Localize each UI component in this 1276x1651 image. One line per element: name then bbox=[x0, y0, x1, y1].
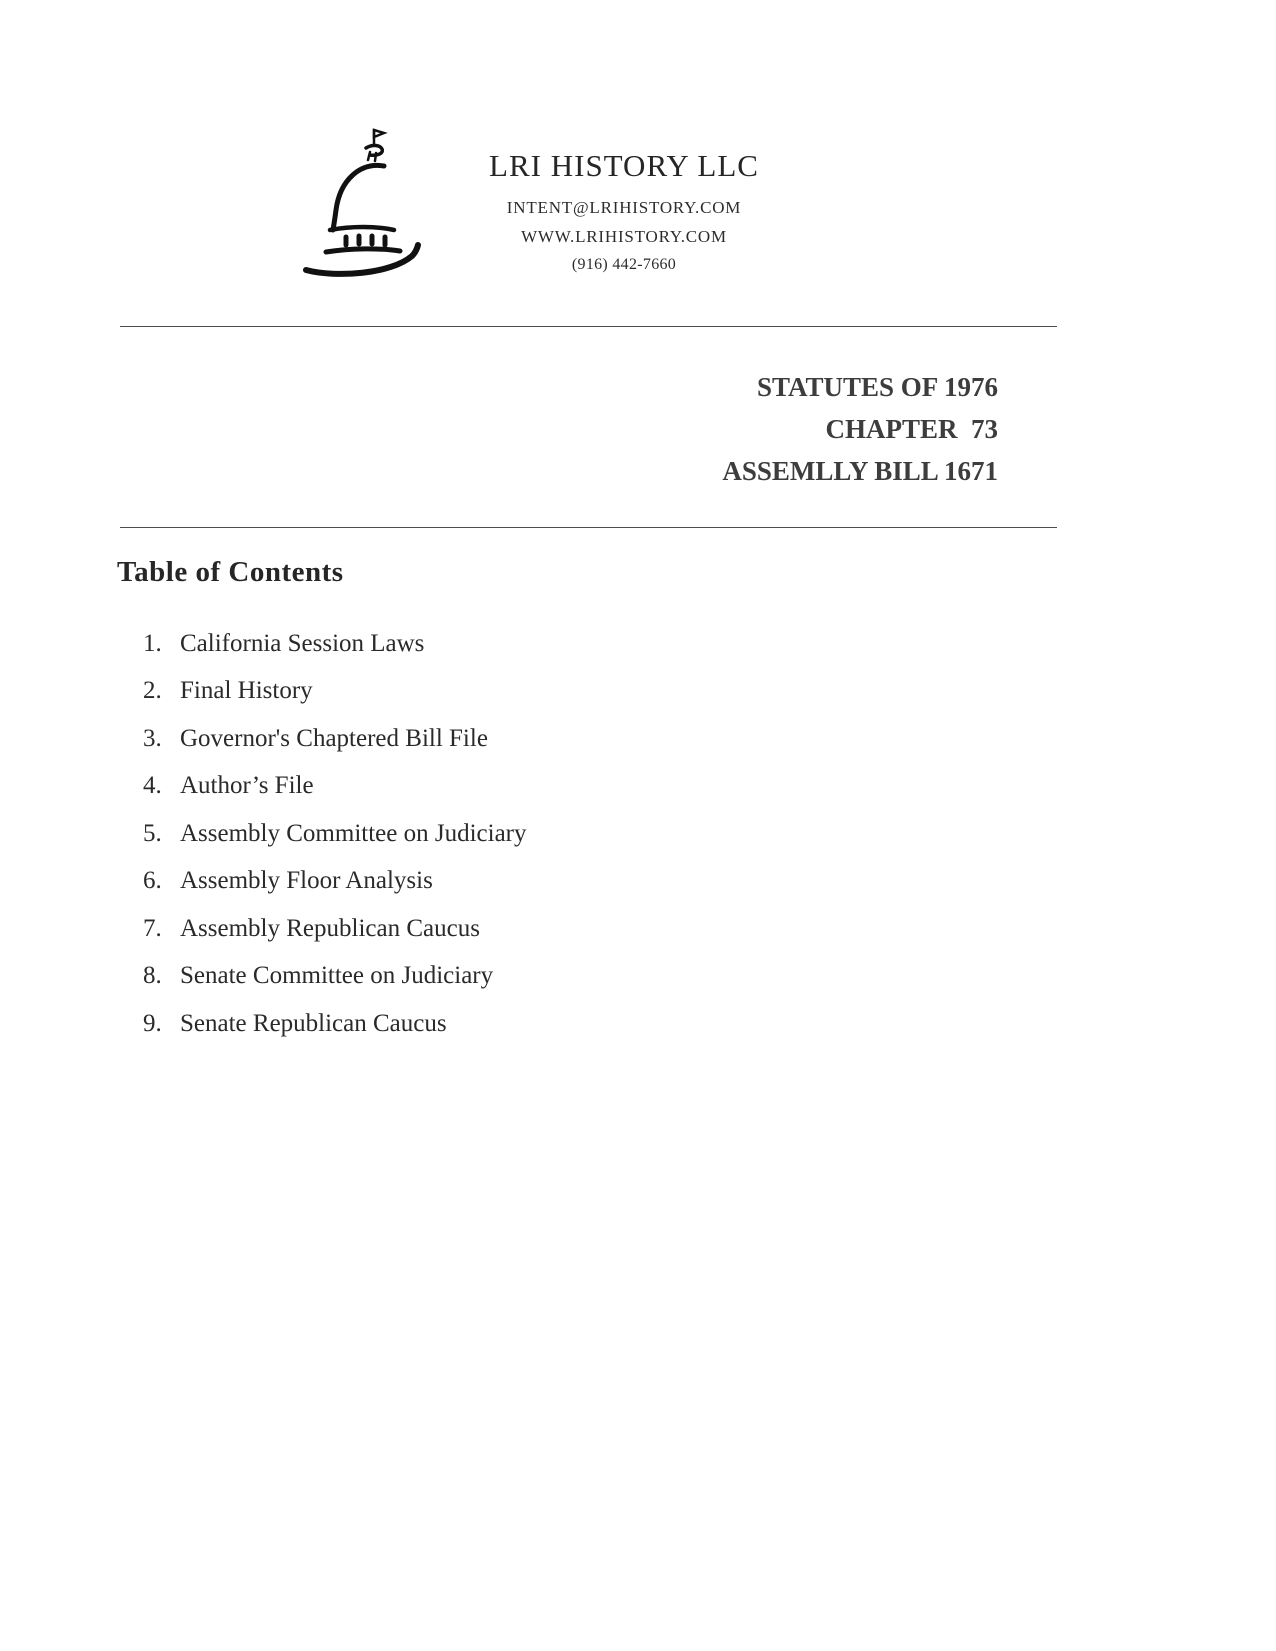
statute-line-3: ASSEMLLY BILL 1671 bbox=[722, 456, 998, 486]
toc-item-label: Final History bbox=[180, 677, 313, 705]
toc-item bbox=[143, 715, 526, 763]
toc-item bbox=[143, 953, 526, 1001]
toc-item-label: Assembly Republican Caucus bbox=[180, 914, 480, 942]
toc-item bbox=[143, 858, 526, 906]
toc-item-number: 1. bbox=[143, 629, 162, 657]
statute-line-2: CHAPTER 73 bbox=[825, 414, 998, 444]
toc-item bbox=[143, 810, 526, 858]
toc-item-number: 9. bbox=[143, 1009, 162, 1037]
toc-item-label: Senate Committee on Judiciary bbox=[180, 962, 494, 990]
toc-item-number: 5. bbox=[143, 819, 162, 847]
toc-item-label: Senate Republican Caucus bbox=[180, 1009, 447, 1037]
capitol-logo bbox=[296, 118, 446, 283]
toc-item bbox=[143, 905, 526, 953]
toc-item bbox=[143, 620, 526, 668]
statute-line-1: STATUTES OF 1976 bbox=[756, 372, 998, 402]
statute-title-block bbox=[420, 366, 998, 492]
toc-list bbox=[143, 620, 526, 1048]
toc-item bbox=[143, 763, 526, 811]
toc-item-number: 2. bbox=[143, 677, 162, 705]
toc-item-label: Governor's Chaptered Bill File bbox=[180, 724, 488, 752]
divider-top bbox=[120, 326, 1057, 327]
toc-item-number: 3. bbox=[143, 724, 162, 752]
toc-heading: Table of Contents bbox=[117, 556, 344, 588]
capitol-dome-icon bbox=[296, 118, 446, 283]
toc-item-number: 4. bbox=[143, 772, 162, 800]
toc-item-number: 7. bbox=[143, 914, 162, 942]
divider-bottom bbox=[120, 527, 1057, 528]
toc-item-label: California Session Laws bbox=[180, 629, 425, 657]
toc-item-number: 8. bbox=[143, 962, 162, 990]
company-phone: (916) 442-7660 bbox=[571, 256, 677, 273]
company-name: LRI HISTORY LLC bbox=[489, 148, 759, 183]
toc-item bbox=[143, 668, 526, 716]
company-website: WWW.LRIHISTORY.COM bbox=[521, 227, 727, 246]
toc-item-number: 6. bbox=[143, 867, 162, 895]
toc-item bbox=[143, 1000, 526, 1048]
toc-item-label: Author’s File bbox=[180, 772, 314, 800]
company-email: INTENT@LRIHISTORY.COM bbox=[506, 198, 742, 217]
toc-item-label: Assembly Committee on Judiciary bbox=[180, 819, 527, 847]
letterhead-text bbox=[474, 118, 774, 274]
toc-item-label: Assembly Floor Analysis bbox=[180, 867, 433, 895]
letterhead bbox=[296, 118, 774, 283]
